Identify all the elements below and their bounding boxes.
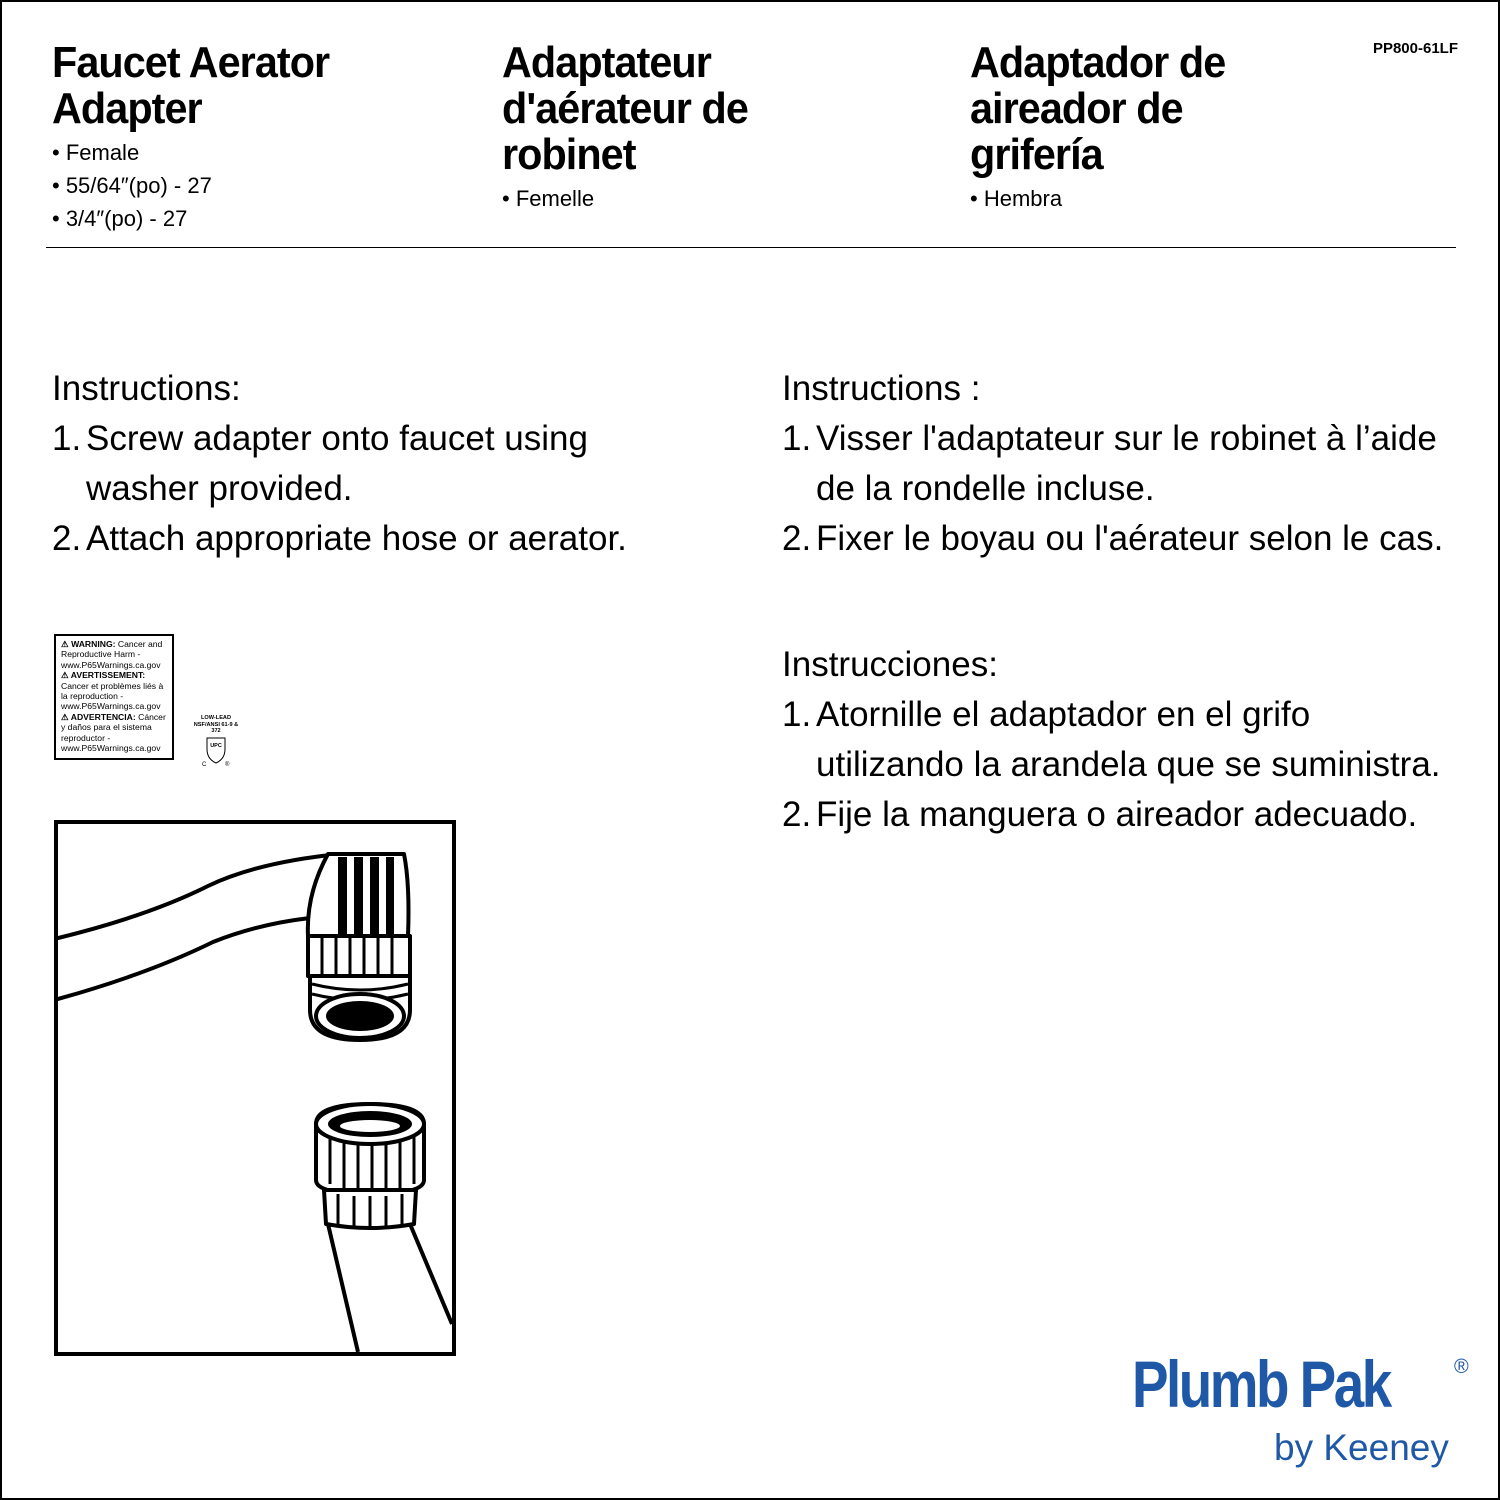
spanish-specs	[970, 182, 1242, 215]
warning-french: ⚠ AVERTISSEMENT: Cancer et problèmes liés à la reproduction - www.P65Warnings.ca.gov	[61, 670, 164, 712]
french-specs	[502, 182, 764, 215]
upc-shield-icon	[190, 735, 242, 769]
instruction-step: 2. Attach appropriate hose or aerator.	[52, 519, 627, 558]
plumb-pak-logo	[1132, 1347, 1477, 1468]
spanish-title-block	[970, 40, 1242, 215]
instruction-step: 1. Visser l'adaptateur sur le robinet à l’aide de la rondelle incluse.	[782, 419, 1437, 508]
spec-item: • Female	[52, 140, 140, 165]
logo-brand: Plumb Pak	[1132, 1347, 1390, 1421]
product-code: PP800-61LF	[1372, 40, 1458, 57]
spanish-title: Adaptador de aireador de grifería	[970, 38, 1226, 179]
english-specs	[52, 136, 347, 235]
instruction-step: 1. Screw adapter onto faucet using washer provided.	[52, 419, 588, 508]
instructions-heading: Instructions :	[782, 369, 981, 408]
instructions-heading: Instrucciones:	[782, 645, 998, 684]
prop65-warning-box	[54, 634, 174, 760]
instruction-steps	[52, 414, 702, 564]
spec-item: • 3/4″(po) - 27	[52, 206, 188, 231]
instruction-steps	[782, 414, 1472, 564]
instruction-step: 1. Atornille el adaptador en el grifo utilizando la arandela que se suministra.	[782, 695, 1441, 784]
faucet-hose-diagram	[58, 824, 452, 1352]
installation-illustration	[54, 820, 456, 1356]
warning-spanish: ⚠ ADVERTENCIA: Cáncer y daños para el sistema reproductor - www.P65Warnings.ca.gov	[61, 711, 166, 754]
french-title-block	[502, 40, 764, 215]
french-title: Adaptateur d'aérateur de robinet	[502, 38, 748, 179]
upc-c-mark: C	[202, 761, 207, 768]
header-divider	[46, 247, 1456, 248]
english-title-block	[52, 40, 347, 235]
upc-certification-mark: LOW-LEAD NSF/ANSI 61-9 & 372 UPC C ®	[190, 715, 242, 763]
spec-item: • 55/64″(po) - 27	[52, 173, 212, 198]
instructions-english	[52, 364, 702, 564]
upc-mark-text: UPC	[210, 742, 222, 749]
instructions-spanish	[782, 640, 1462, 840]
instruction-steps	[782, 690, 1462, 840]
instruction-step: 2. Fixer le boyau ou l'aérateur selon le cas.	[782, 519, 1444, 558]
spec-item: • Hembra	[970, 186, 1063, 211]
instructions-heading: Instructions:	[52, 369, 241, 408]
warning-english: ⚠ WARNING: Cancer and Reproductive Harm - www.P65Warnings.ca.gov	[61, 639, 163, 670]
english-title: Faucet Aerator Adapter	[52, 38, 330, 133]
upc-registered-mark: ®	[225, 761, 230, 768]
spec-item: • Femelle	[502, 186, 595, 211]
logo-byline: by Keeney	[1274, 1427, 1449, 1468]
logo-registered-mark: ®	[1454, 1356, 1469, 1378]
instructions-french	[782, 364, 1472, 564]
instruction-step: 2. Fije la manguera o aireador adecuado.	[782, 795, 1418, 834]
